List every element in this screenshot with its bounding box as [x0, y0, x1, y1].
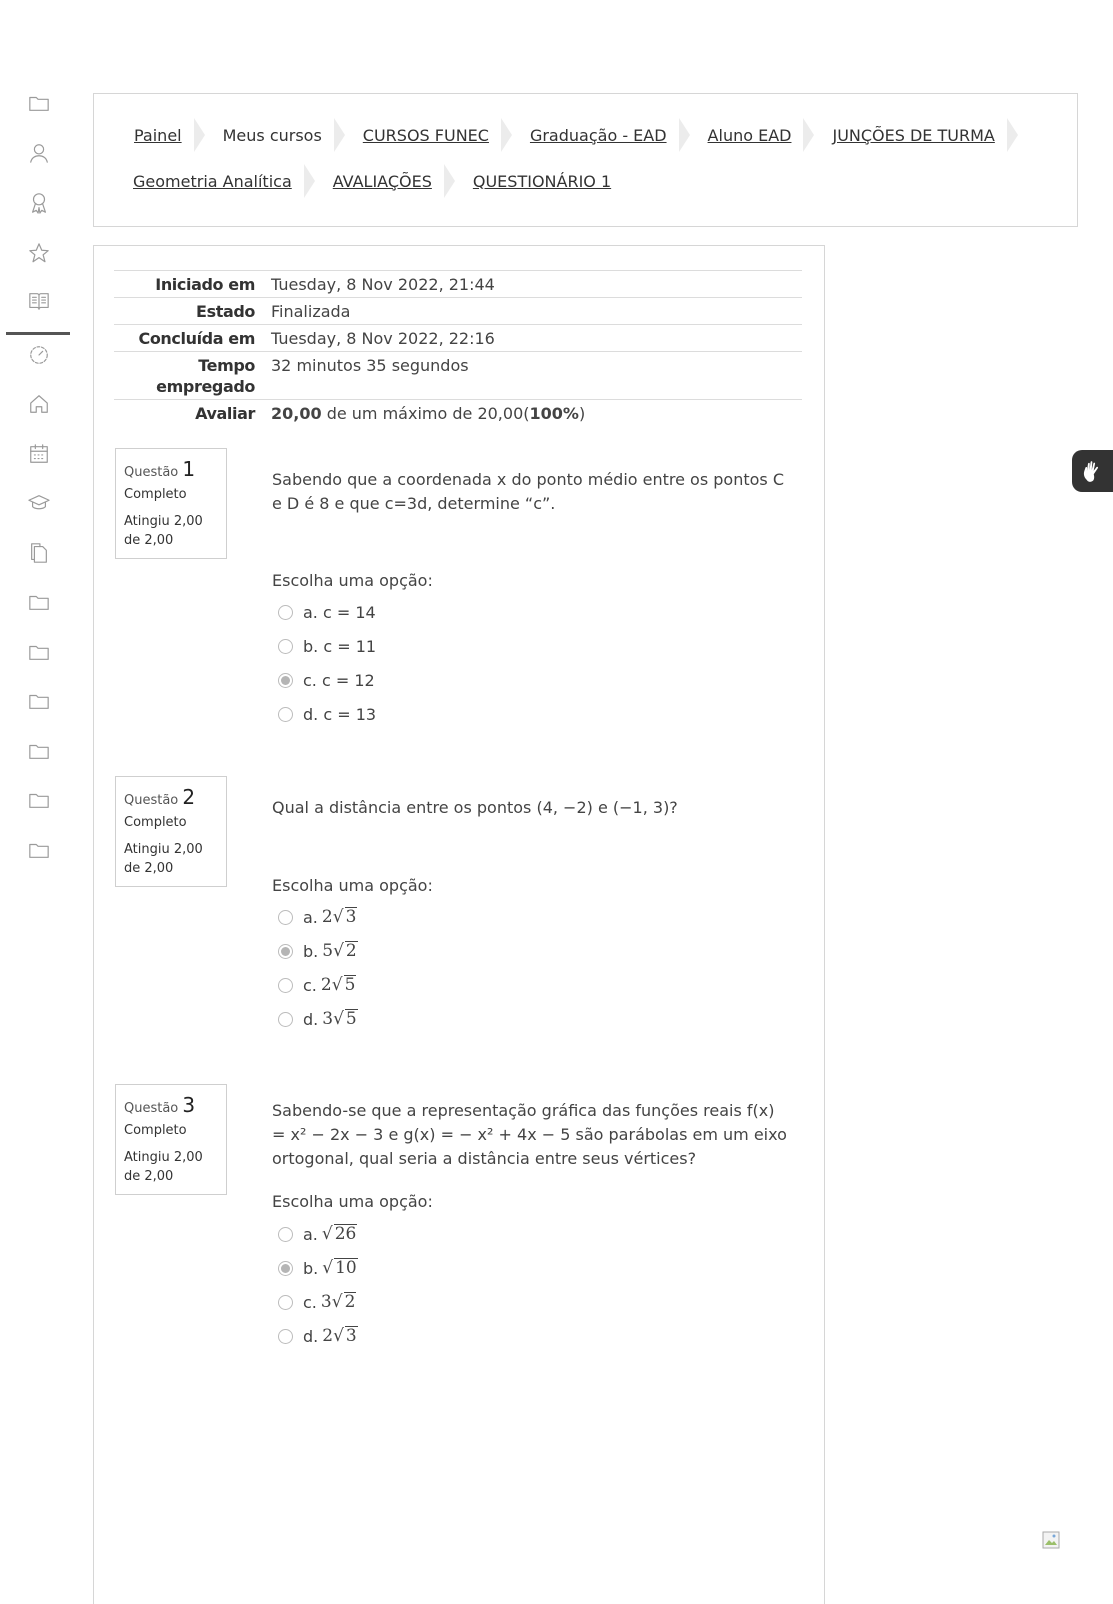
- question-number-value: 3: [182, 1093, 196, 1117]
- breadcrumb-separator: [803, 118, 814, 152]
- breadcrumb-separator: [334, 118, 345, 152]
- option-radicand: 2: [344, 1292, 356, 1312]
- dashboard-icon[interactable]: [26, 342, 52, 368]
- radio-button[interactable]: [278, 605, 293, 620]
- option-letter: d.: [303, 1326, 319, 1346]
- option-math: √ 10: [322, 1258, 357, 1278]
- option-radicand: 26: [334, 1224, 357, 1244]
- option-letter: d.: [303, 704, 319, 724]
- folder-icon[interactable]: [26, 738, 52, 764]
- option-letter: a.: [303, 602, 318, 622]
- answer-option-b[interactable]: [278, 629, 376, 663]
- choose-option-prompt: Escolha uma opção:: [272, 1192, 433, 1211]
- grade-close: ): [578, 404, 586, 423]
- choose-option-prompt: Escolha uma opção:: [272, 571, 433, 590]
- started-value: Tuesday, 8 Nov 2022, 21:44: [271, 271, 802, 298]
- radio-button[interactable]: [278, 707, 293, 722]
- radio-button[interactable]: [278, 1295, 293, 1310]
- radio-button[interactable]: [278, 978, 293, 993]
- question-status: Completo: [124, 487, 187, 502]
- answer-option-d[interactable]: [278, 1002, 358, 1036]
- state-label: Estado: [114, 298, 271, 325]
- folder-icon[interactable]: [26, 688, 52, 714]
- option-coefficient: 3: [322, 1009, 334, 1029]
- option-letter: c.: [303, 670, 317, 690]
- option-math: 3√ 2: [320, 1292, 356, 1312]
- answer-option-c[interactable]: [278, 1285, 358, 1319]
- option-math: 2√ 5: [320, 975, 356, 995]
- option-math: 5√ 2: [322, 941, 357, 961]
- option-letter: b.: [303, 1258, 319, 1278]
- state-value: Finalizada: [271, 298, 802, 325]
- question-text: Sabendo que a coordenada x do ponto médio entre os pontos C e D é 8 e que c=3d, determine “c”.: [272, 470, 785, 513]
- completed-label: Concluída em: [114, 325, 271, 352]
- option-coefficient: 5: [322, 941, 334, 961]
- user-icon[interactable]: [26, 140, 52, 166]
- breadcrumb-row-1: [134, 118, 1036, 152]
- option-radicand: 3: [345, 907, 357, 927]
- radio-button[interactable]: [278, 1227, 293, 1242]
- folder-icon[interactable]: [26, 787, 52, 813]
- sign-language-hand-icon[interactable]: [1072, 450, 1113, 492]
- question-grade: Atingiu 2,00 de 2,00: [124, 842, 203, 876]
- option-math: 2√ 3: [322, 1326, 357, 1346]
- answer-option-a[interactable]: [278, 900, 358, 934]
- question-text: Qual a distância entre os pontos (4, −2) e (−1, 3)?: [272, 798, 678, 817]
- breadcrumb-separator: [679, 118, 690, 152]
- question-number: [124, 457, 218, 481]
- quiz-review-card: [93, 245, 825, 1604]
- question-number: [124, 1093, 218, 1117]
- graduation-cap-icon[interactable]: [26, 490, 52, 516]
- grade-label: Avaliar: [114, 400, 271, 427]
- radio-button-selected[interactable]: [278, 944, 293, 959]
- radio-button[interactable]: [278, 1012, 293, 1027]
- breadcrumb-separator: [304, 164, 315, 198]
- question-grade: Atingiu 2,00 de 2,00: [124, 514, 203, 548]
- summary-row-time: [114, 352, 802, 400]
- breadcrumb-row-2: [133, 164, 611, 198]
- grade-value: [271, 400, 802, 427]
- answer-option-d[interactable]: [278, 697, 376, 731]
- option-coefficient: 2: [320, 975, 332, 995]
- option-radicand: 10: [335, 1258, 357, 1278]
- folder-icon[interactable]: [26, 639, 52, 665]
- answer-option-b[interactable]: [278, 1251, 358, 1285]
- summary-row-grade: [114, 400, 802, 427]
- option-text: c = 14: [322, 602, 376, 622]
- option-text: c = 12: [321, 670, 375, 690]
- option-math: 3√ 5: [322, 1009, 357, 1029]
- home-icon[interactable]: [26, 391, 52, 417]
- breadcrumb-graduacao-ead[interactable]: Graduação - EAD: [529, 125, 667, 145]
- answer-option-c[interactable]: [278, 663, 376, 697]
- grade-percent: 100%: [529, 404, 579, 423]
- option-radicand: 3: [345, 1326, 357, 1346]
- option-letter: c.: [303, 1292, 317, 1312]
- broken-image-icon: [1042, 1531, 1060, 1549]
- radio-button[interactable]: [278, 639, 293, 654]
- started-label: Iniciado em: [114, 271, 271, 298]
- breadcrumb-cursos-funec[interactable]: CURSOS FUNEC: [362, 125, 489, 145]
- option-letter: d.: [303, 1009, 319, 1029]
- question-text: Sabendo-se que a representação gráfica das funções reais f(x) = x² − 2x − 3 e g(x) = − x² + 4x − 5 são parábolas em um eixo ortogonal, qual seria a distância entre seus vértices?: [272, 1101, 787, 1168]
- option-math: 2√ 3: [321, 907, 357, 927]
- answer-option-a[interactable]: [278, 1217, 358, 1251]
- summary-row-started: [114, 271, 802, 298]
- files-icon[interactable]: [26, 540, 52, 566]
- question-label: Questão: [124, 793, 179, 808]
- breadcrumb-separator: [444, 164, 455, 198]
- answer-options: [278, 595, 376, 731]
- badge-icon[interactable]: [26, 190, 52, 216]
- breadcrumb: [93, 93, 1078, 227]
- radio-button-selected[interactable]: [278, 1261, 293, 1276]
- radio-button[interactable]: [278, 910, 293, 925]
- answer-option-a[interactable]: [278, 595, 376, 629]
- question-number-value: 1: [182, 457, 196, 481]
- breadcrumb-geometria-analitica[interactable]: Geometria Analítica: [133, 171, 292, 191]
- question-info-box: [115, 1084, 227, 1195]
- breadcrumb-juncoes-de-turma[interactable]: JUNÇÕES DE TURMA: [832, 125, 995, 145]
- option-letter: a.: [303, 907, 318, 927]
- question-label: Questão: [124, 465, 179, 480]
- option-coefficient: 2: [322, 1326, 334, 1346]
- question-info-box: [115, 776, 227, 887]
- breadcrumb-separator: [501, 118, 512, 152]
- radio-button[interactable]: [278, 1329, 293, 1344]
- breadcrumb-avaliacoes[interactable]: AVALIAÇÕES: [332, 171, 432, 191]
- option-text: c = 11: [323, 636, 377, 656]
- question-status: Completo: [124, 815, 187, 830]
- option-radicand: 5: [344, 975, 356, 995]
- question-number: [124, 785, 218, 809]
- question-number-value: 2: [182, 785, 196, 809]
- option-letter: b.: [303, 636, 319, 656]
- option-text: c = 13: [323, 704, 377, 724]
- option-radicand: 5: [345, 1009, 357, 1029]
- folder-icon[interactable]: [26, 90, 52, 116]
- answer-option-b[interactable]: [278, 934, 358, 968]
- sidebar-divider: [6, 332, 70, 335]
- calendar-icon[interactable]: [26, 441, 52, 467]
- attempt-summary-table: [114, 270, 802, 426]
- option-coefficient: 3: [320, 1292, 332, 1312]
- option-letter: a.: [303, 1224, 318, 1244]
- summary-row-state: [114, 298, 802, 325]
- question-status: Completo: [124, 1123, 187, 1138]
- breadcrumb-aluno-ead[interactable]: Aluno EAD: [707, 125, 792, 145]
- answer-options: [278, 900, 358, 1036]
- choose-option-prompt: Escolha uma opção:: [272, 876, 433, 895]
- folder-icon[interactable]: [26, 837, 52, 863]
- option-letter: c.: [303, 975, 317, 995]
- summary-row-completed: [114, 325, 802, 352]
- breadcrumb-separator: [194, 118, 205, 152]
- question-grade: Atingiu 2,00 de 2,00: [124, 1150, 203, 1184]
- folder-icon[interactable]: [26, 589, 52, 615]
- grade-score: 20,00: [271, 404, 322, 423]
- option-letter: b.: [303, 941, 319, 961]
- completed-value: Tuesday, 8 Nov 2022, 22:16: [271, 325, 802, 352]
- answer-option-c[interactable]: [278, 968, 358, 1002]
- radio-button-selected[interactable]: [278, 673, 293, 688]
- question-info-box: [115, 448, 227, 559]
- option-math: √ 26: [321, 1224, 357, 1244]
- breadcrumb-meus-cursos: Meus cursos: [222, 125, 322, 145]
- answer-options: [278, 1217, 358, 1353]
- star-icon[interactable]: [26, 240, 52, 266]
- time-value: 32 minutos 35 segundos: [271, 352, 802, 400]
- book-icon[interactable]: [26, 288, 52, 314]
- option-coefficient: 2: [321, 907, 333, 927]
- option-radicand: 2: [345, 941, 357, 961]
- breadcrumb-questionario-1[interactable]: QUESTIONÁRIO 1: [472, 171, 612, 191]
- grade-rest: de um máximo de 20,00(: [321, 404, 530, 423]
- breadcrumb-painel[interactable]: Painel: [134, 125, 182, 145]
- question-label: Questão: [124, 1101, 179, 1116]
- time-label: Tempo empregado: [114, 352, 271, 400]
- breadcrumb-separator: [1007, 118, 1018, 152]
- answer-option-d[interactable]: [278, 1319, 358, 1353]
